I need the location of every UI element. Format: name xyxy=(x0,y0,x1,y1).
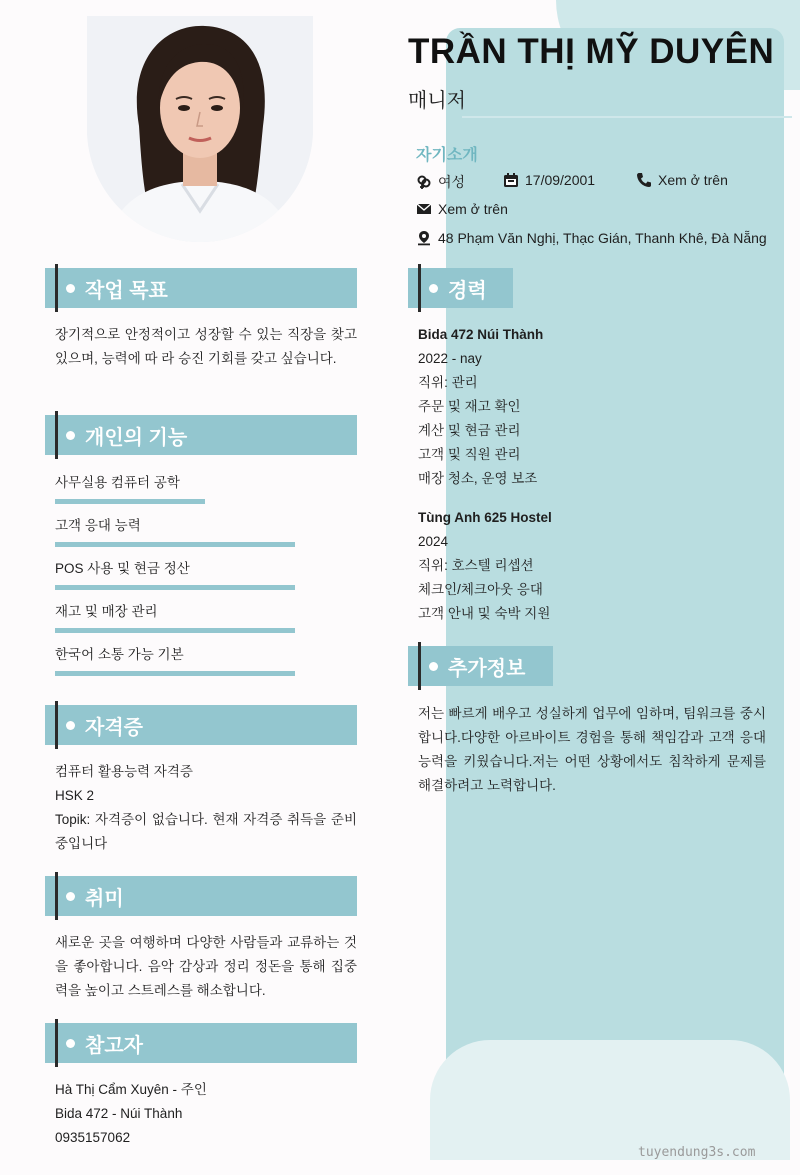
objective-text: 장기적으로 안정적이고 성장할 수 있는 직장을 찾고 있으며, 능력에 따 라 승진 기회를 갖고 싶습니다. xyxy=(55,327,357,366)
phone-row xyxy=(636,172,728,188)
phone-value: Xem ở trên xyxy=(658,172,728,188)
skill-level-bar xyxy=(55,499,205,504)
gender-row xyxy=(416,172,465,192)
intro-title: 자기소개 xyxy=(416,147,478,164)
reference-line: 0935157062 xyxy=(55,1130,131,1145)
job-period: 2022 - nay xyxy=(418,351,482,366)
reference-line: Bida 472 - Núi Thành xyxy=(55,1106,183,1121)
skill-item xyxy=(55,602,355,633)
avatar-portrait-icon xyxy=(87,16,313,242)
skill-level-bar xyxy=(55,585,295,590)
birthdate-value: 17/09/2001 xyxy=(525,172,596,188)
skill-name: 재고 및 매장 관리 xyxy=(55,604,158,619)
job-company: Bida 472 Núi Thành xyxy=(418,327,544,342)
section-title: 취미 xyxy=(85,887,124,910)
email-value: Xem ở trên xyxy=(438,201,508,217)
certificate-item: Topik: 자격증이 없습니다. 현재 자격증 취득을 준비 중입니다 xyxy=(55,812,357,851)
decor-divider xyxy=(462,116,792,118)
job-period: 2024 xyxy=(418,534,449,549)
job-duty: 고객 안내 및 숙박 지원 xyxy=(418,606,551,621)
section-title: 추가정보 xyxy=(448,657,526,680)
address-value: 48 Phạm Văn Nghị, Thạc Gián, Thanh Khê, Đà Nẵng xyxy=(438,230,767,246)
section-experience-header xyxy=(408,268,513,308)
mail-icon xyxy=(416,201,432,217)
bullet-dot-icon xyxy=(66,284,75,293)
profile-photo xyxy=(87,16,313,242)
skill-item xyxy=(55,516,355,547)
section-title: 경력 xyxy=(448,279,487,302)
job-title: 매니저 xyxy=(408,90,466,112)
experience-job-2 xyxy=(418,506,768,626)
calendar-icon xyxy=(503,172,519,188)
skill-name: 한국어 소통 가능 기본 xyxy=(55,647,184,662)
experience-job-1 xyxy=(418,323,768,491)
job-position: 직위: 호스텔 리셉션 xyxy=(418,558,534,573)
bullet-dot-icon xyxy=(429,284,438,293)
job-duty: 매장 청소, 운영 보조 xyxy=(418,471,538,486)
job-duty: 계산 및 현금 관리 xyxy=(418,423,521,438)
skill-name: 사무실용 컴퓨터 공학 xyxy=(55,475,180,490)
candidate-name: TRẦN THỊ MỸ DUYÊN xyxy=(408,32,775,71)
bullet-dot-icon xyxy=(66,892,75,901)
section-references-header xyxy=(45,1023,357,1063)
job-company: Tùng Anh 625 Hostel xyxy=(418,510,552,525)
section-title: 자격증 xyxy=(85,716,143,739)
section-skills-header xyxy=(45,415,357,455)
section-title: 작업 목표 xyxy=(85,279,168,302)
skill-name: POS 사용 및 현금 정산 xyxy=(55,561,190,576)
section-title: 개인의 기능 xyxy=(85,426,188,449)
address-row xyxy=(416,230,767,246)
skill-level-track xyxy=(55,499,355,504)
certificate-item: 컴퓨터 활용능력 자격증 xyxy=(55,764,193,779)
birthdate-row xyxy=(503,172,595,188)
skill-level-bar xyxy=(55,671,295,676)
bullet-dot-icon xyxy=(66,721,75,730)
job-duty: 주문 및 재고 확인 xyxy=(418,399,521,414)
decor-bottom-shape xyxy=(430,1040,790,1160)
phone-icon xyxy=(636,172,652,188)
skill-level-bar xyxy=(55,628,295,633)
certificates-list xyxy=(55,760,357,856)
additional-text: 저는 빠르게 배우고 성실하게 업무에 임하며, 팀워크를 중시합니다.다양한 아르바이트 경험을 통해 책임감과 고객 응대 능력을 키웠습니다.저는 어떤 상황에서도 침착하게 문제를 해결하려고 노력합니다. xyxy=(418,706,766,793)
hobbies-text: 새로운 곳을 여행하며 다양한 사람들과 교류하는 것을 좋아합니다. 음악 감상과 정리 정돈을 통해 집중력을 높이고 스트레스를 해소합니다. xyxy=(55,935,357,998)
reference-line: Hà Thị Cẩm Xuyên - 주인 xyxy=(55,1082,207,1097)
skill-level-track xyxy=(55,542,355,547)
job-duty: 체크인/체크아웃 응대 xyxy=(418,582,543,597)
skill-item xyxy=(55,473,355,504)
gender-value: 여성 xyxy=(438,174,466,190)
skill-level-track xyxy=(55,585,355,590)
email-row xyxy=(416,201,508,217)
job-position: 직위: 관리 xyxy=(418,375,478,390)
skill-name: 고객 응대 능력 xyxy=(55,518,141,533)
skill-item xyxy=(55,645,355,676)
job-duty: 고객 및 직원 관리 xyxy=(418,447,521,462)
skill-level-bar xyxy=(55,542,295,547)
certificate-item: HSK 2 xyxy=(55,788,95,803)
location-pin-icon xyxy=(416,230,432,246)
section-additional-header xyxy=(408,646,553,686)
bullet-dot-icon xyxy=(66,1039,75,1048)
bullet-dot-icon xyxy=(66,431,75,440)
skill-item xyxy=(55,559,355,590)
skill-level-track xyxy=(55,671,355,676)
gender-icon xyxy=(416,174,432,190)
bullet-dot-icon xyxy=(429,662,438,671)
section-title: 참고자 xyxy=(85,1034,143,1057)
section-hobbies-header xyxy=(45,876,357,916)
skill-level-track xyxy=(55,628,355,633)
watermark: tuyendung3s.com xyxy=(638,1145,756,1160)
section-objective-header xyxy=(45,268,357,308)
section-certificates-header xyxy=(45,705,357,745)
references-list xyxy=(55,1078,357,1150)
